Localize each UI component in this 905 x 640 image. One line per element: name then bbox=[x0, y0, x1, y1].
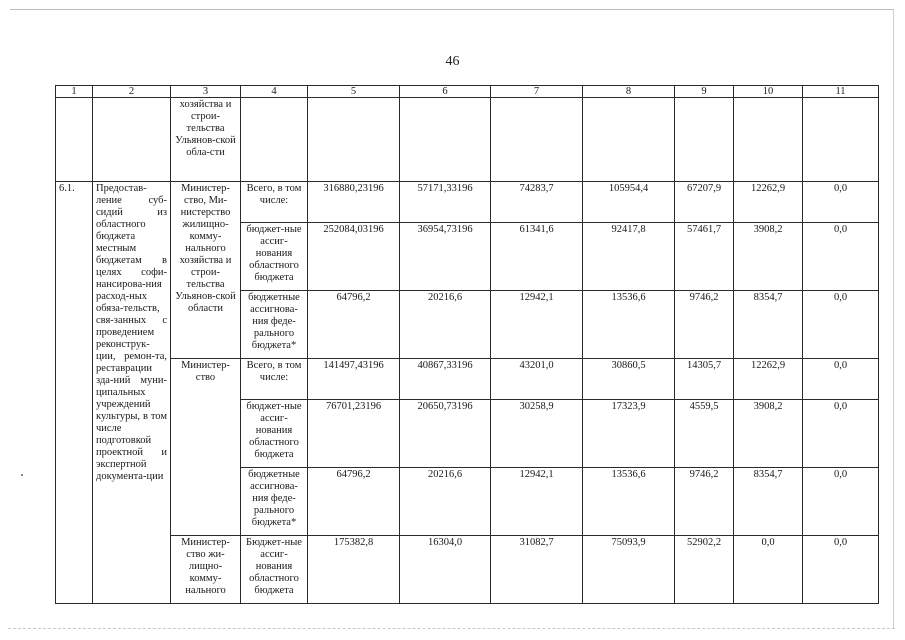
cell-empty bbox=[491, 98, 583, 182]
cell-funding-label: Бюджет-ные ассиг-нования областного бюджета bbox=[241, 536, 308, 604]
column-numbers-row bbox=[56, 86, 879, 98]
cell-empty bbox=[803, 98, 879, 182]
cell-value: 61341,6 bbox=[491, 223, 583, 291]
cell-value: 74283,7 bbox=[491, 182, 583, 223]
column-number: 10 bbox=[734, 86, 803, 98]
budget-table bbox=[55, 85, 879, 604]
cell-value: 14305,7 bbox=[675, 359, 734, 400]
page-top-edge bbox=[10, 9, 893, 10]
cell-empty bbox=[308, 98, 400, 182]
cell-value: 16304,0 bbox=[400, 536, 491, 604]
cell-funding-label: бюджет-ные ассиг-нования областного бюджета bbox=[241, 400, 308, 468]
cell-value: 316880,23196 bbox=[308, 182, 400, 223]
column-number: 3 bbox=[171, 86, 241, 98]
cell-value: 4559,5 bbox=[675, 400, 734, 468]
cell-value: 12262,9 bbox=[734, 359, 803, 400]
cell-value: 0,0 bbox=[803, 536, 879, 604]
cell-ministry-housing: Министер-ство жи-лищно-комму-нального bbox=[171, 536, 241, 604]
cell-value: 20216,6 bbox=[400, 468, 491, 536]
cell-ministry-continued: хозяйства и строи-тельства Ульянов-ской обла-сти bbox=[171, 98, 241, 182]
cell-empty bbox=[400, 98, 491, 182]
cell-value: 20650,73196 bbox=[400, 400, 491, 468]
cell-value: 17323,9 bbox=[583, 400, 675, 468]
cell-value: 67207,9 bbox=[675, 182, 734, 223]
table-row bbox=[56, 536, 879, 604]
cell-funding-label: бюджетные ассигнова-ния феде-рального бюджета* bbox=[241, 291, 308, 359]
cell-value: 141497,43196 bbox=[308, 359, 400, 400]
cell-value: 3908,2 bbox=[734, 223, 803, 291]
cell-value: 252084,03196 bbox=[308, 223, 400, 291]
column-number: 4 bbox=[241, 86, 308, 98]
scan-speck bbox=[21, 474, 23, 476]
cell-value: 40867,33196 bbox=[400, 359, 491, 400]
cell-value: 31082,7 bbox=[491, 536, 583, 604]
table-row-continued bbox=[56, 98, 879, 182]
item-number: 6.1. bbox=[56, 182, 93, 604]
table-row bbox=[56, 359, 879, 400]
column-number: 5 bbox=[308, 86, 400, 98]
cell-value: 0,0 bbox=[803, 223, 879, 291]
column-number: 11 bbox=[803, 86, 879, 98]
cell-empty bbox=[675, 98, 734, 182]
cell-value: 57171,33196 bbox=[400, 182, 491, 223]
cell-value: 76701,23196 bbox=[308, 400, 400, 468]
cell-value: 0,0 bbox=[803, 291, 879, 359]
cell-value: 9746,2 bbox=[675, 468, 734, 536]
cell-value: 0,0 bbox=[803, 182, 879, 223]
cell-funding-label: бюджетные ассигнова-ния феде-рального бюджета* bbox=[241, 468, 308, 536]
page-bottom-edge bbox=[8, 628, 895, 629]
cell-value: 12942,1 bbox=[491, 291, 583, 359]
item-description: Предостав-ление суб-сидий из областного бюджета местным бюджетам в целях софи-нансирова-ния расход-ных обяза-тельств, свя-занных с проведением реконструк-ции, ремон-та, реставрации зда-ний муни-ципальных учреждений культуры, в том числе подготовкой проектной и экспертной документа-ции bbox=[93, 182, 171, 604]
cell-empty bbox=[734, 98, 803, 182]
cell-empty bbox=[583, 98, 675, 182]
column-number: 8 bbox=[583, 86, 675, 98]
cell-funding-label: Всего, в том числе: bbox=[241, 182, 308, 223]
cell-value: 0,0 bbox=[803, 468, 879, 536]
cell-ministry-main: Министер-ство, Ми-нистерство жилищно-комму-нального хозяйства и строи-тельства Ульянов-ской области bbox=[171, 182, 241, 359]
cell-empty bbox=[241, 98, 308, 182]
table-row bbox=[56, 182, 879, 223]
cell-value: 30258,9 bbox=[491, 400, 583, 468]
cell-empty bbox=[56, 98, 93, 182]
cell-value: 30860,5 bbox=[583, 359, 675, 400]
cell-value: 12262,9 bbox=[734, 182, 803, 223]
column-number: 1 bbox=[56, 86, 93, 98]
cell-funding-label: Всего, в том числе: bbox=[241, 359, 308, 400]
column-number: 7 bbox=[491, 86, 583, 98]
cell-value: 57461,7 bbox=[675, 223, 734, 291]
cell-funding-label: бюджет-ные ассиг-нования областного бюджета bbox=[241, 223, 308, 291]
cell-value: 43201,0 bbox=[491, 359, 583, 400]
cell-value: 8354,7 bbox=[734, 291, 803, 359]
column-number: 2 bbox=[93, 86, 171, 98]
cell-value: 8354,7 bbox=[734, 468, 803, 536]
cell-value: 75093,9 bbox=[583, 536, 675, 604]
cell-value: 105954,4 bbox=[583, 182, 675, 223]
cell-value: 175382,8 bbox=[308, 536, 400, 604]
cell-value: 36954,73196 bbox=[400, 223, 491, 291]
cell-value: 12942,1 bbox=[491, 468, 583, 536]
cell-empty bbox=[93, 98, 171, 182]
page-number: 46 bbox=[445, 54, 460, 69]
cell-value: 52902,2 bbox=[675, 536, 734, 604]
cell-ministry-culture: Министер-ство bbox=[171, 359, 241, 536]
cell-value: 9746,2 bbox=[675, 291, 734, 359]
column-number: 6 bbox=[400, 86, 491, 98]
cell-value: 0,0 bbox=[734, 536, 803, 604]
cell-value: 20216,6 bbox=[400, 291, 491, 359]
page-right-edge bbox=[893, 9, 894, 628]
cell-value: 13536,6 bbox=[583, 291, 675, 359]
cell-value: 64796,2 bbox=[308, 291, 400, 359]
cell-value: 13536,6 bbox=[583, 468, 675, 536]
cell-value: 64796,2 bbox=[308, 468, 400, 536]
cell-value: 0,0 bbox=[803, 400, 879, 468]
column-number: 9 bbox=[675, 86, 734, 98]
cell-value: 3908,2 bbox=[734, 400, 803, 468]
cell-value: 0,0 bbox=[803, 359, 879, 400]
cell-value: 92417,8 bbox=[583, 223, 675, 291]
